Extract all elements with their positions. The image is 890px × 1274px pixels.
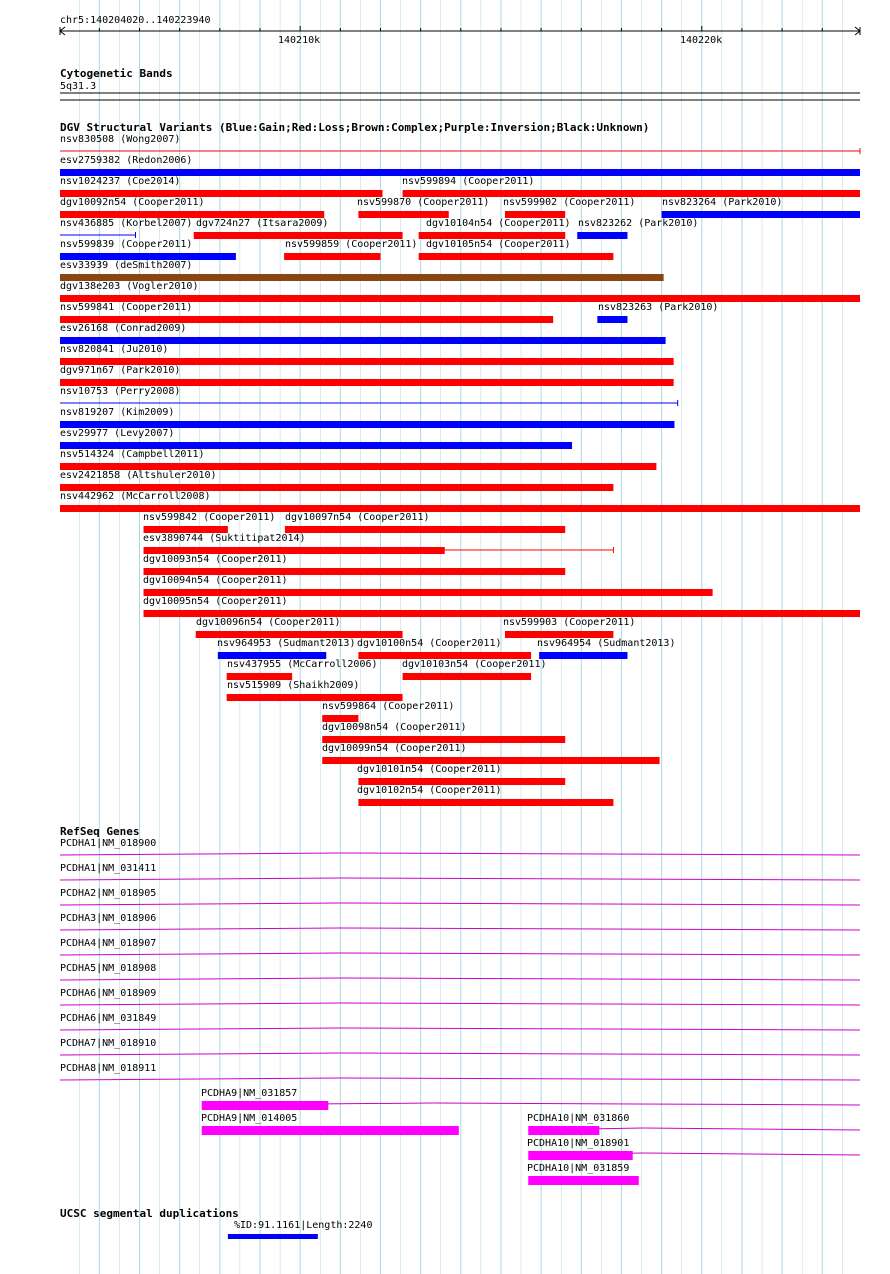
dgv-variant-label: nsv830508 (Wong2007) — [60, 134, 181, 145]
dgv-variant-label: nsv514324 (Campbell2011) — [60, 449, 205, 460]
region-label: chr5:140204020..140223940 — [60, 15, 211, 26]
dgv-variant-label: nsv599903 (Cooper2011) — [503, 617, 636, 628]
refseq-gene-label: PCDHA7|NM_018910 — [60, 1038, 157, 1049]
refseq-gene-label: PCDHA6|NM_018909 — [60, 988, 157, 999]
dgv-variant-label: dgv10101n54 (Cooper2011) — [357, 764, 502, 775]
dgv-variant-label: dgv10098n54 (Cooper2011) — [322, 722, 467, 733]
dgv-variant-label: nsv599839 (Cooper2011) — [60, 239, 193, 250]
dgv-variant-label: nsv599870 (Cooper2011) — [357, 197, 490, 208]
refseq-gene-label: PCDHA2|NM_018905 — [60, 888, 157, 899]
dgv-variant-label: dgv10105n54 (Cooper2011) — [426, 239, 571, 250]
dgv-variant-label: dgv10097n54 (Cooper2011) — [285, 512, 430, 523]
dgv-variant-label: esv26168 (Conrad2009) — [60, 323, 187, 334]
refseq-gene-label: PCDHA4|NM_018907 — [60, 938, 157, 949]
refseq-gene-label: PCDHA8|NM_018911 — [60, 1063, 157, 1074]
tick-label-140220k: 140220k — [680, 35, 723, 46]
segdup-label: %ID:91.1161|Length:2240 — [234, 1220, 373, 1231]
dgv-variant-label: nsv820841 (Ju2010) — [60, 344, 169, 355]
dgv-variant-label: nsv599841 (Cooper2011) — [60, 302, 193, 313]
dgv-variant-label: dgv10099n54 (Cooper2011) — [322, 743, 467, 754]
dgv-variant-label: esv33939 (deSmith2007) — [60, 260, 193, 271]
refseq-gene-label: PCDHA9|NM_014005 — [201, 1113, 298, 1124]
dgv-variant-label: dgv10093n54 (Cooper2011) — [143, 554, 288, 565]
refseq-gene-label: PCDHA1|NM_031411 — [60, 863, 157, 874]
dgv-variant-label: nsv823263 (Park2010) — [598, 302, 719, 313]
dgv-variant-label: nsv442962 (McCarroll2008) — [60, 491, 211, 502]
dgv-variant-label: nsv823262 (Park2010) — [578, 218, 699, 229]
dgv-variant-label: nsv599842 (Cooper2011) — [143, 512, 276, 523]
dgv-variant-label: esv3890744 (Suktitipat2014) — [143, 533, 306, 544]
dgv-variant-label: dgv10095n54 (Cooper2011) — [143, 596, 288, 607]
dgv-variant-label: nsv1024237 (Coe2014) — [60, 176, 181, 187]
refseq-gene-label: PCDHA6|NM_031849 — [60, 1013, 157, 1024]
dgv-variant-label: nsv823264 (Park2010) — [662, 197, 783, 208]
dgv-variant-label: nsv964953 (Sudmant2013) — [217, 638, 356, 649]
dgv-variant-label: dgv10102n54 (Cooper2011) — [357, 785, 502, 796]
dgv-variant-label: dgv10094n54 (Cooper2011) — [143, 575, 288, 586]
dgv-variant-label: nsv515909 (Shaikh2009) — [227, 680, 360, 691]
dgv-variant-label: nsv599864 (Cooper2011) — [322, 701, 455, 712]
dgv-variant-label: dgv138e203 (Vogler2010) — [60, 281, 199, 292]
dgv-variant-label: esv2421858 (Altshuler2010) — [60, 470, 217, 481]
dgv-variant-label: nsv10753 (Perry2008) — [60, 386, 181, 397]
dgv-variant-label: dgv10100n54 (Cooper2011) — [357, 638, 502, 649]
dgv-variant-label: dgv10092n54 (Cooper2011) — [60, 197, 205, 208]
refseq-gene-label: PCDHA5|NM_018908 — [60, 963, 157, 974]
dgv-variant-label: dgv971n67 (Park2010) — [60, 365, 181, 376]
dgv-track-title[interactable]: DGV Structural Variants (Blue:Gain;Red:Loss;Brown:Complex;Purple:Inversion;Black:Unknown) — [60, 121, 650, 134]
dgv-variant-label: dgv10096n54 (Cooper2011) — [196, 617, 341, 628]
segdup-track-title[interactable]: UCSC segmental duplications — [60, 1207, 239, 1220]
dgv-variant-label: nsv436885 (Korbel2007) — [60, 218, 193, 229]
dgv-variant-label: esv29977 (Levy2007) — [60, 428, 175, 439]
dgv-variant-label: esv2759382 (Redon2006) — [60, 155, 193, 166]
dgv-variant-label: nsv599859 (Cooper2011) — [285, 239, 418, 250]
refseq-track-title[interactable]: RefSeq Genes — [60, 825, 140, 838]
refseq-gene-label: PCDHA10|NM_031860 — [527, 1113, 630, 1124]
refseq-gene-label: PCDHA10|NM_018901 — [527, 1138, 630, 1149]
refseq-gene-label: PCDHA1|NM_018900 — [60, 838, 157, 849]
dgv-variant-label: nsv964954 (Sudmant2013) — [537, 638, 676, 649]
dgv-variant-label: dgv724n27 (Itsara2009) — [196, 218, 329, 229]
cytoband-track-title[interactable]: Cytogenetic Bands — [60, 67, 173, 80]
dgv-variant-label: dgv10103n54 (Cooper2011) — [402, 659, 547, 670]
dgv-variant-label: nsv437955 (McCarroll2006) — [227, 659, 378, 670]
dgv-variant-label: nsv819207 (Kim2009) — [60, 407, 175, 418]
dgv-variant-label: dgv10104n54 (Cooper2011) — [426, 218, 571, 229]
tick-label-140210k: 140210k — [278, 35, 321, 46]
refseq-gene-label: PCDHA9|NM_031857 — [201, 1088, 298, 1099]
cytoband-label: 5q31.3 — [60, 81, 97, 92]
refseq-gene-label: PCDHA3|NM_018906 — [60, 913, 157, 924]
dgv-variant-label: nsv599894 (Cooper2011) — [402, 176, 535, 187]
dgv-variant-label: nsv599902 (Cooper2011) — [503, 197, 636, 208]
refseq-gene-label: PCDHA10|NM_031859 — [527, 1163, 630, 1174]
